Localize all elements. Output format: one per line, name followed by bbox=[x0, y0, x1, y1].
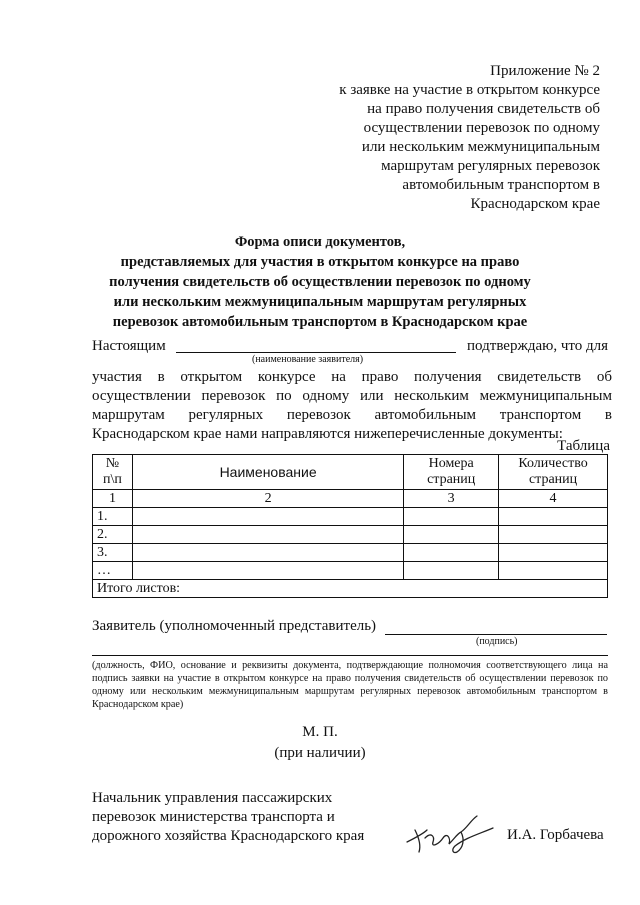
body-line: осуществлении перевозок по одному или нескольким межмуниципальным bbox=[92, 388, 612, 404]
position-text: перевозок министерства транспорта и bbox=[92, 809, 335, 825]
applicant-name-line[interactable] bbox=[176, 352, 456, 353]
body-line: участия в открытом конкурсе на право получения свидетельств об bbox=[92, 369, 612, 385]
table-cell: 1. bbox=[93, 508, 133, 526]
appendix-header bbox=[280, 62, 600, 214]
table-cell: 3. bbox=[93, 544, 133, 562]
title-line: представляемых для участия в открытом конкурсе на право bbox=[120, 254, 520, 270]
appendix-line: Приложение № 2 bbox=[490, 63, 600, 79]
title-line: или нескольким межмуниципальным маршрутам регулярных bbox=[113, 294, 527, 310]
title-line: Форма описи документов, bbox=[234, 234, 406, 250]
header-name: Наименование bbox=[132, 455, 403, 490]
stamp-presence: (при наличии) bbox=[274, 745, 366, 761]
table-cell[interactable] bbox=[404, 544, 499, 562]
chief-name: И.А. Горбачева bbox=[507, 827, 604, 843]
table-cell[interactable] bbox=[132, 526, 403, 544]
position-note: (должность, ФИО, основание и реквизиты документа, подтверждающие полномочия соответствующего лица на подпись заявки на участие в открытом конкурсе на право получения свидетельств об осуществлении перевозок по одному или нескольким межмуниципальным маршрутам регулярных перевозок автомобильным транспортом в Краснодарском крае) bbox=[92, 660, 608, 710]
total-label: Итого листов: bbox=[93, 580, 608, 598]
position-text: дорожного хозяйства Краснодарского края bbox=[92, 828, 365, 844]
table-header-row bbox=[93, 455, 608, 490]
document-title bbox=[60, 232, 580, 332]
intro-start: Настоящим bbox=[92, 338, 166, 354]
chief-position bbox=[92, 789, 364, 846]
table-cell[interactable] bbox=[404, 526, 499, 544]
stamp-mark: М. П. bbox=[302, 724, 338, 740]
documents-table bbox=[92, 454, 608, 598]
table-cell: 2. bbox=[93, 526, 133, 544]
appendix-line: Краснодарском крае bbox=[470, 196, 600, 212]
table-cell[interactable] bbox=[499, 526, 608, 544]
signature-caption: (подпись) bbox=[476, 636, 518, 647]
appendix-line: маршрутам регулярных перевозок bbox=[381, 158, 600, 174]
table-number-row bbox=[93, 490, 608, 508]
table-cell: 1 bbox=[93, 490, 133, 508]
table-cell[interactable] bbox=[499, 562, 608, 580]
table-total-row bbox=[93, 580, 608, 598]
table-cell: 4 bbox=[499, 490, 608, 508]
appendix-line: к заявке на участие в открытом конкурсе bbox=[339, 82, 600, 98]
table-cell[interactable] bbox=[499, 544, 608, 562]
table-cell[interactable] bbox=[132, 508, 403, 526]
table-cell[interactable] bbox=[499, 508, 608, 526]
table-label: Таблица bbox=[557, 438, 610, 454]
table-row bbox=[93, 562, 608, 580]
body-line: маршрутам регулярных перевозок автомобильным транспортом в bbox=[92, 407, 612, 423]
handwritten-signature bbox=[405, 808, 497, 858]
intro-end: подтверждаю, что для bbox=[467, 338, 608, 354]
title-line: перевозок автомобильным транспортом в Краснодарском крае bbox=[112, 314, 528, 330]
position-text: Начальник управления пассажирских bbox=[92, 790, 333, 806]
table-cell: 3 bbox=[404, 490, 499, 508]
position-line[interactable] bbox=[92, 655, 608, 656]
table-cell[interactable] bbox=[132, 544, 403, 562]
header-page-numbers: Номера страниц bbox=[404, 455, 499, 490]
table-cell: 2 bbox=[132, 490, 403, 508]
body-line: Краснодарском крае нами направляются нижеперечисленные документы: bbox=[92, 426, 563, 442]
signature-line[interactable] bbox=[385, 634, 607, 635]
applicant-caption: (наименование заявителя) bbox=[252, 354, 364, 365]
table-cell[interactable] bbox=[404, 508, 499, 526]
table-row bbox=[93, 526, 608, 544]
appendix-line: осуществлении перевозок по одному bbox=[363, 120, 600, 136]
table-row bbox=[93, 508, 608, 526]
table-cell[interactable] bbox=[404, 562, 499, 580]
applicant-label: Заявитель (уполномоченный представитель) bbox=[92, 618, 377, 634]
title-line: получения свидетельств об осуществлении перевозок по одному bbox=[109, 274, 531, 290]
appendix-line: на право получения свидетельств об bbox=[367, 101, 600, 117]
table-cell[interactable] bbox=[132, 562, 403, 580]
table-row bbox=[93, 544, 608, 562]
table-cell: … bbox=[93, 562, 133, 580]
header-page-count: Количество страниц bbox=[499, 455, 608, 490]
appendix-line: автомобильным транспортом в bbox=[402, 177, 600, 193]
header-number: № п\п bbox=[93, 455, 133, 490]
intro-body bbox=[92, 368, 612, 444]
appendix-line: или нескольким межмуниципальным bbox=[361, 139, 600, 155]
